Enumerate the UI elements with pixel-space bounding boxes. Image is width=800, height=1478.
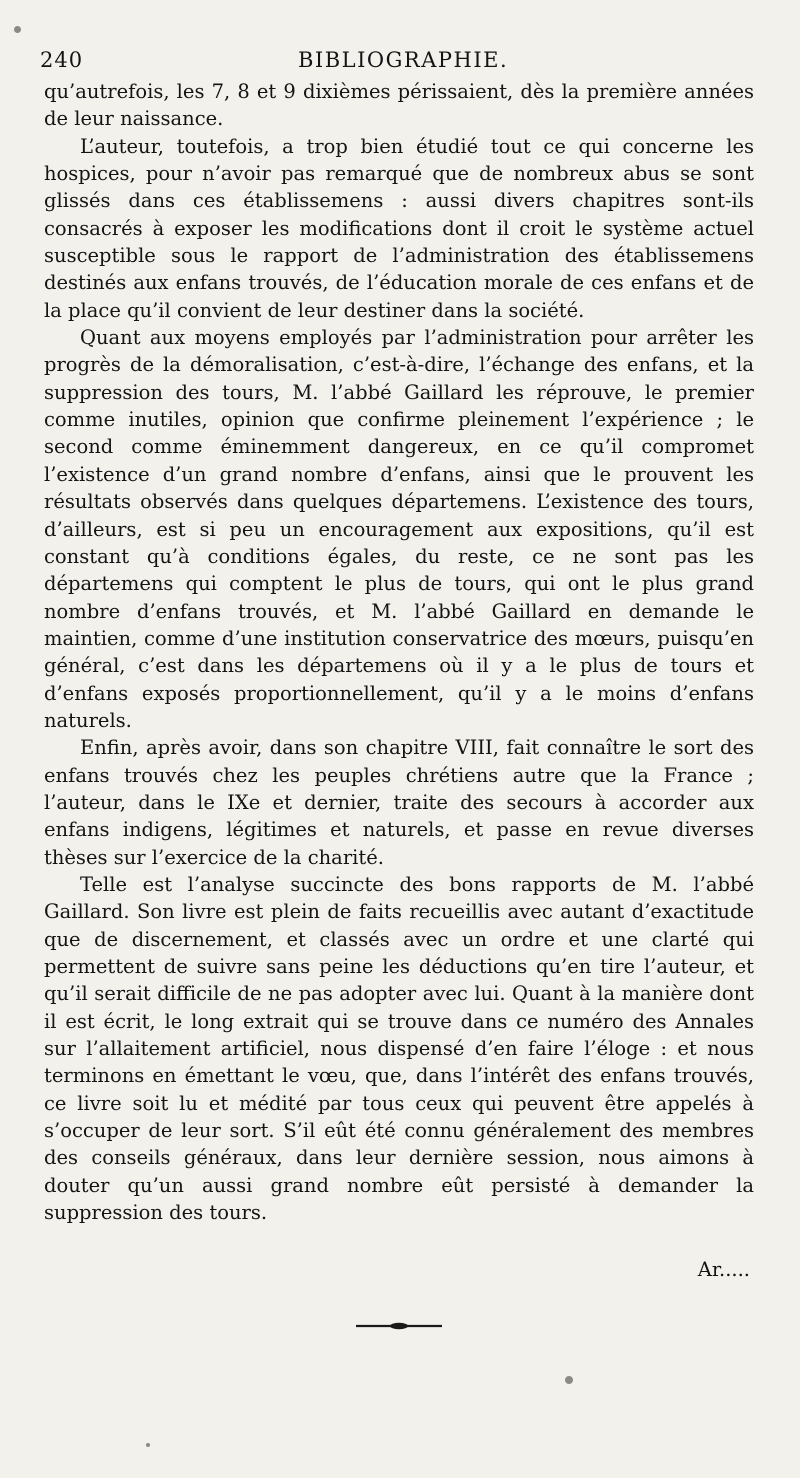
paragraph-3: Quant aux moyens employés par l’administration pour arrêter les progrès de la démoralisation, c’est-à-dire, l’échange des enfans, et la suppression des tours, M. l’abbé Gaillard les réprouve, le premier comme inutiles, opinion que confirme pleinement l’expérience ; le second comme éminemment dangereux, en ce qu’il compromet l’existence d’un grand nombre d’enfans, ainsi que le prouvent les résultats observés dans quelques départemens. L’existence des tours, d’ailleurs, est si peu un encouragement aux expositions, qu’il est constant qu’à conditions égales, du reste, ce ne sont pas les départemens qui comptent le plus de tours, qui ont le plus grand nombre d’enfans trouvés, et M. l’abbé Gaillard en demande le maintien, comme d’une institution conservatrice des mœurs, puisqu’en général, c’est dans les départemens où il y a le plus de tours et d’enfans exposés proportionnellement, qu’il y a le moins d’enfans naturels. <box>44 326 754 732</box>
ink-speck <box>146 1443 150 1447</box>
ink-speck <box>565 1376 573 1384</box>
paragraph-4: Enfin, après avoir, dans son chapitre VIII, fait connaître le sort des enfans trouvés chez les peuples chrétiens autre que la France ; l’auteur, dans le IXe et dernier, traite des secours à accorder aux enfans indigens, légitimes et naturels, et passe en revue diverses thèses sur l’exercice de la charité. <box>44 736 754 869</box>
page-number: 240 <box>40 48 84 72</box>
paragraph-2: L’auteur, toutefois, a trop bien étudié tout ce qui concerne les hospices, pour n’avoir pas remarqué que de nombreux abus se sont glissés dans ces établissemens : aussi divers chapitres sont-ils consacrés à exposer les modifications dont il croit le système actuel susceptible sous le rapport de l’administration des établissemens destinés aux enfans trouvés, de l’éducation morale de ces enfans et de la place qu’il convient de leur destiner dans la société. <box>44 134 754 322</box>
page-header <box>40 42 754 78</box>
closing-ornament <box>354 1321 444 1331</box>
running-title: BIBLIOGRAPHIE. <box>298 48 509 72</box>
article-body <box>44 78 754 1226</box>
paragraph-1: qu’autrefois, les 7, 8 et 9 dixièmes périssaient, dès la première années de leur naissance. <box>44 80 754 131</box>
ornament-rule-icon <box>354 1321 444 1331</box>
author-signature: Ar..... <box>697 1258 750 1282</box>
paragraph-5: Telle est l’analyse succincte des bons rapports de M. l’abbé Gaillard. Son livre est plein de faits recueillis avec autant d’exactitude que de discernement, et classés avec un ordre et une clarté qui permettent de suivre sans peine les déductions qu’en tire l’auteur, et qu’il serait difficile de ne pas adopter avec lui. Quant à la manière dont il est écrit, le long extrait qui se trouve dans ce numéro des Annales sur l’allaitement artificiel, nous dispensé d’en faire l’éloge : et nous terminons en émettant le vœu, que, dans l’intérêt des enfans trouvés, ce livre soit lu et médité par tous ceux qui peuvent être appelés à s’occuper de leur sort. S’il eût été connu généralement des membres des conseils généraux, dans leur dernière session, nous aimons à douter qu’un aussi grand nombre eût persisté à demander la suppression des tours. <box>44 872 754 1225</box>
ink-speck <box>14 26 21 33</box>
document-page <box>40 42 754 1331</box>
